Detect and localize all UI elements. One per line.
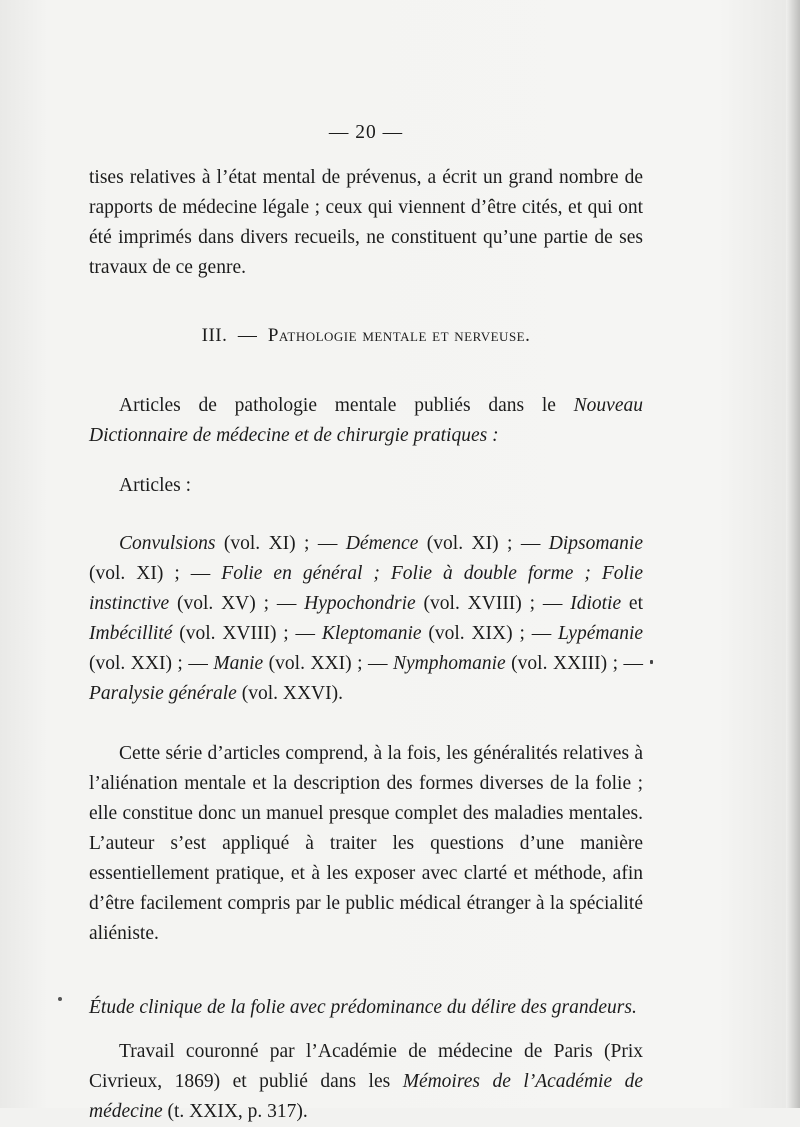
paragraph-articles-intro [89,391,643,451]
paragraph-series-description: Cette série d’articles comprend, à la fois, les généralités relatives à l’aliénation mentale et la description des formes diverses de la folie ; elle constitue donc un manuel presque complet des maladies mentales. L’auteur s’est appliqué à traiter les questions d’une manière essentiellement pratique, et à les exposer avec clarté et méthode, afin d’être facilement compris par le public médical étranger à la spécialité aliéniste. [89,743,643,944]
scan-speck [58,997,62,1001]
article-volume: (vol. XI) ; — [89,563,222,584]
article-title: Manie [213,653,264,674]
article-conjunction: et [621,593,644,614]
section-heading [89,321,643,351]
section-title: Pathologie mentale et nerveuse. [267,325,531,346]
article-volume: (vol. XI) ; — [215,533,346,554]
articles-list [89,529,643,709]
paragraph-study-details [89,1037,643,1127]
page-content [89,118,643,1127]
article-volume: (vol. XXI) ; — [263,653,394,674]
intro-text: Articles de pathologie mentale publiés dans le [119,395,574,416]
study-title: Étude clinique de la folie avec prédominance du délire des grandeurs. [89,997,637,1018]
articles-label: Articles : [119,475,192,496]
article-volume: (vol. XI) ; — [418,533,549,554]
study-text: Travail couronné par l’Académie de médecine de Paris (Prix Civrieux, 1869) et publié dans les [89,1041,643,1092]
article-volume: (vol. XV) ; — [169,593,305,614]
section-number: III. [201,325,228,346]
article-volume: (vol. XXVI). [236,683,343,704]
article-title: Dipsomanie [548,533,644,554]
section-dash: — [237,325,258,346]
scan-speck [650,660,653,664]
page-edge-shadow [786,0,800,1108]
study-reference: (t. XXIX, p. 317). [162,1101,308,1122]
article-volume: (vol. XXIII) ; — [505,653,644,674]
memoires-title: Mémoires de l’Académie de médecine [89,1071,643,1122]
article-volume: (vol. XVIII) ; — [172,623,322,644]
article-volume: (vol. XVIII) ; — [415,593,571,614]
article-volume: (vol. XIX) ; — [421,623,559,644]
article-title: Nymphomanie [393,653,506,674]
article-title: Kleptomanie [321,623,422,644]
paragraph-continued: tises relatives à l’état mental de prévenus, a écrit un grand nombre de rapports de médecine légale ; ceux qui viennent d’être cités, et qui ont été imprimés dans divers recueils, ne constituent qu’une partie de ses travaux de ce genre. [89,167,643,278]
article-volume: (vol. XXI) ; — [89,653,214,674]
article-title: Paralysie générale [89,683,237,704]
article-title: Hypochondrie [304,593,416,614]
article-title: Idiotie [570,593,622,614]
dictionary-title: Nouveau Dictionnaire de médecine et de chirurgie pratiques : [89,395,643,446]
article-title: Démence [345,533,419,554]
article-title: Folie en général ; Folie à double forme ; Folie instinctive [89,563,644,614]
page-number: — 20 — [328,122,404,143]
article-title: Lypémanie [558,623,644,644]
article-title: Convulsions [119,533,216,554]
article-title: Imbécillité [89,623,173,644]
